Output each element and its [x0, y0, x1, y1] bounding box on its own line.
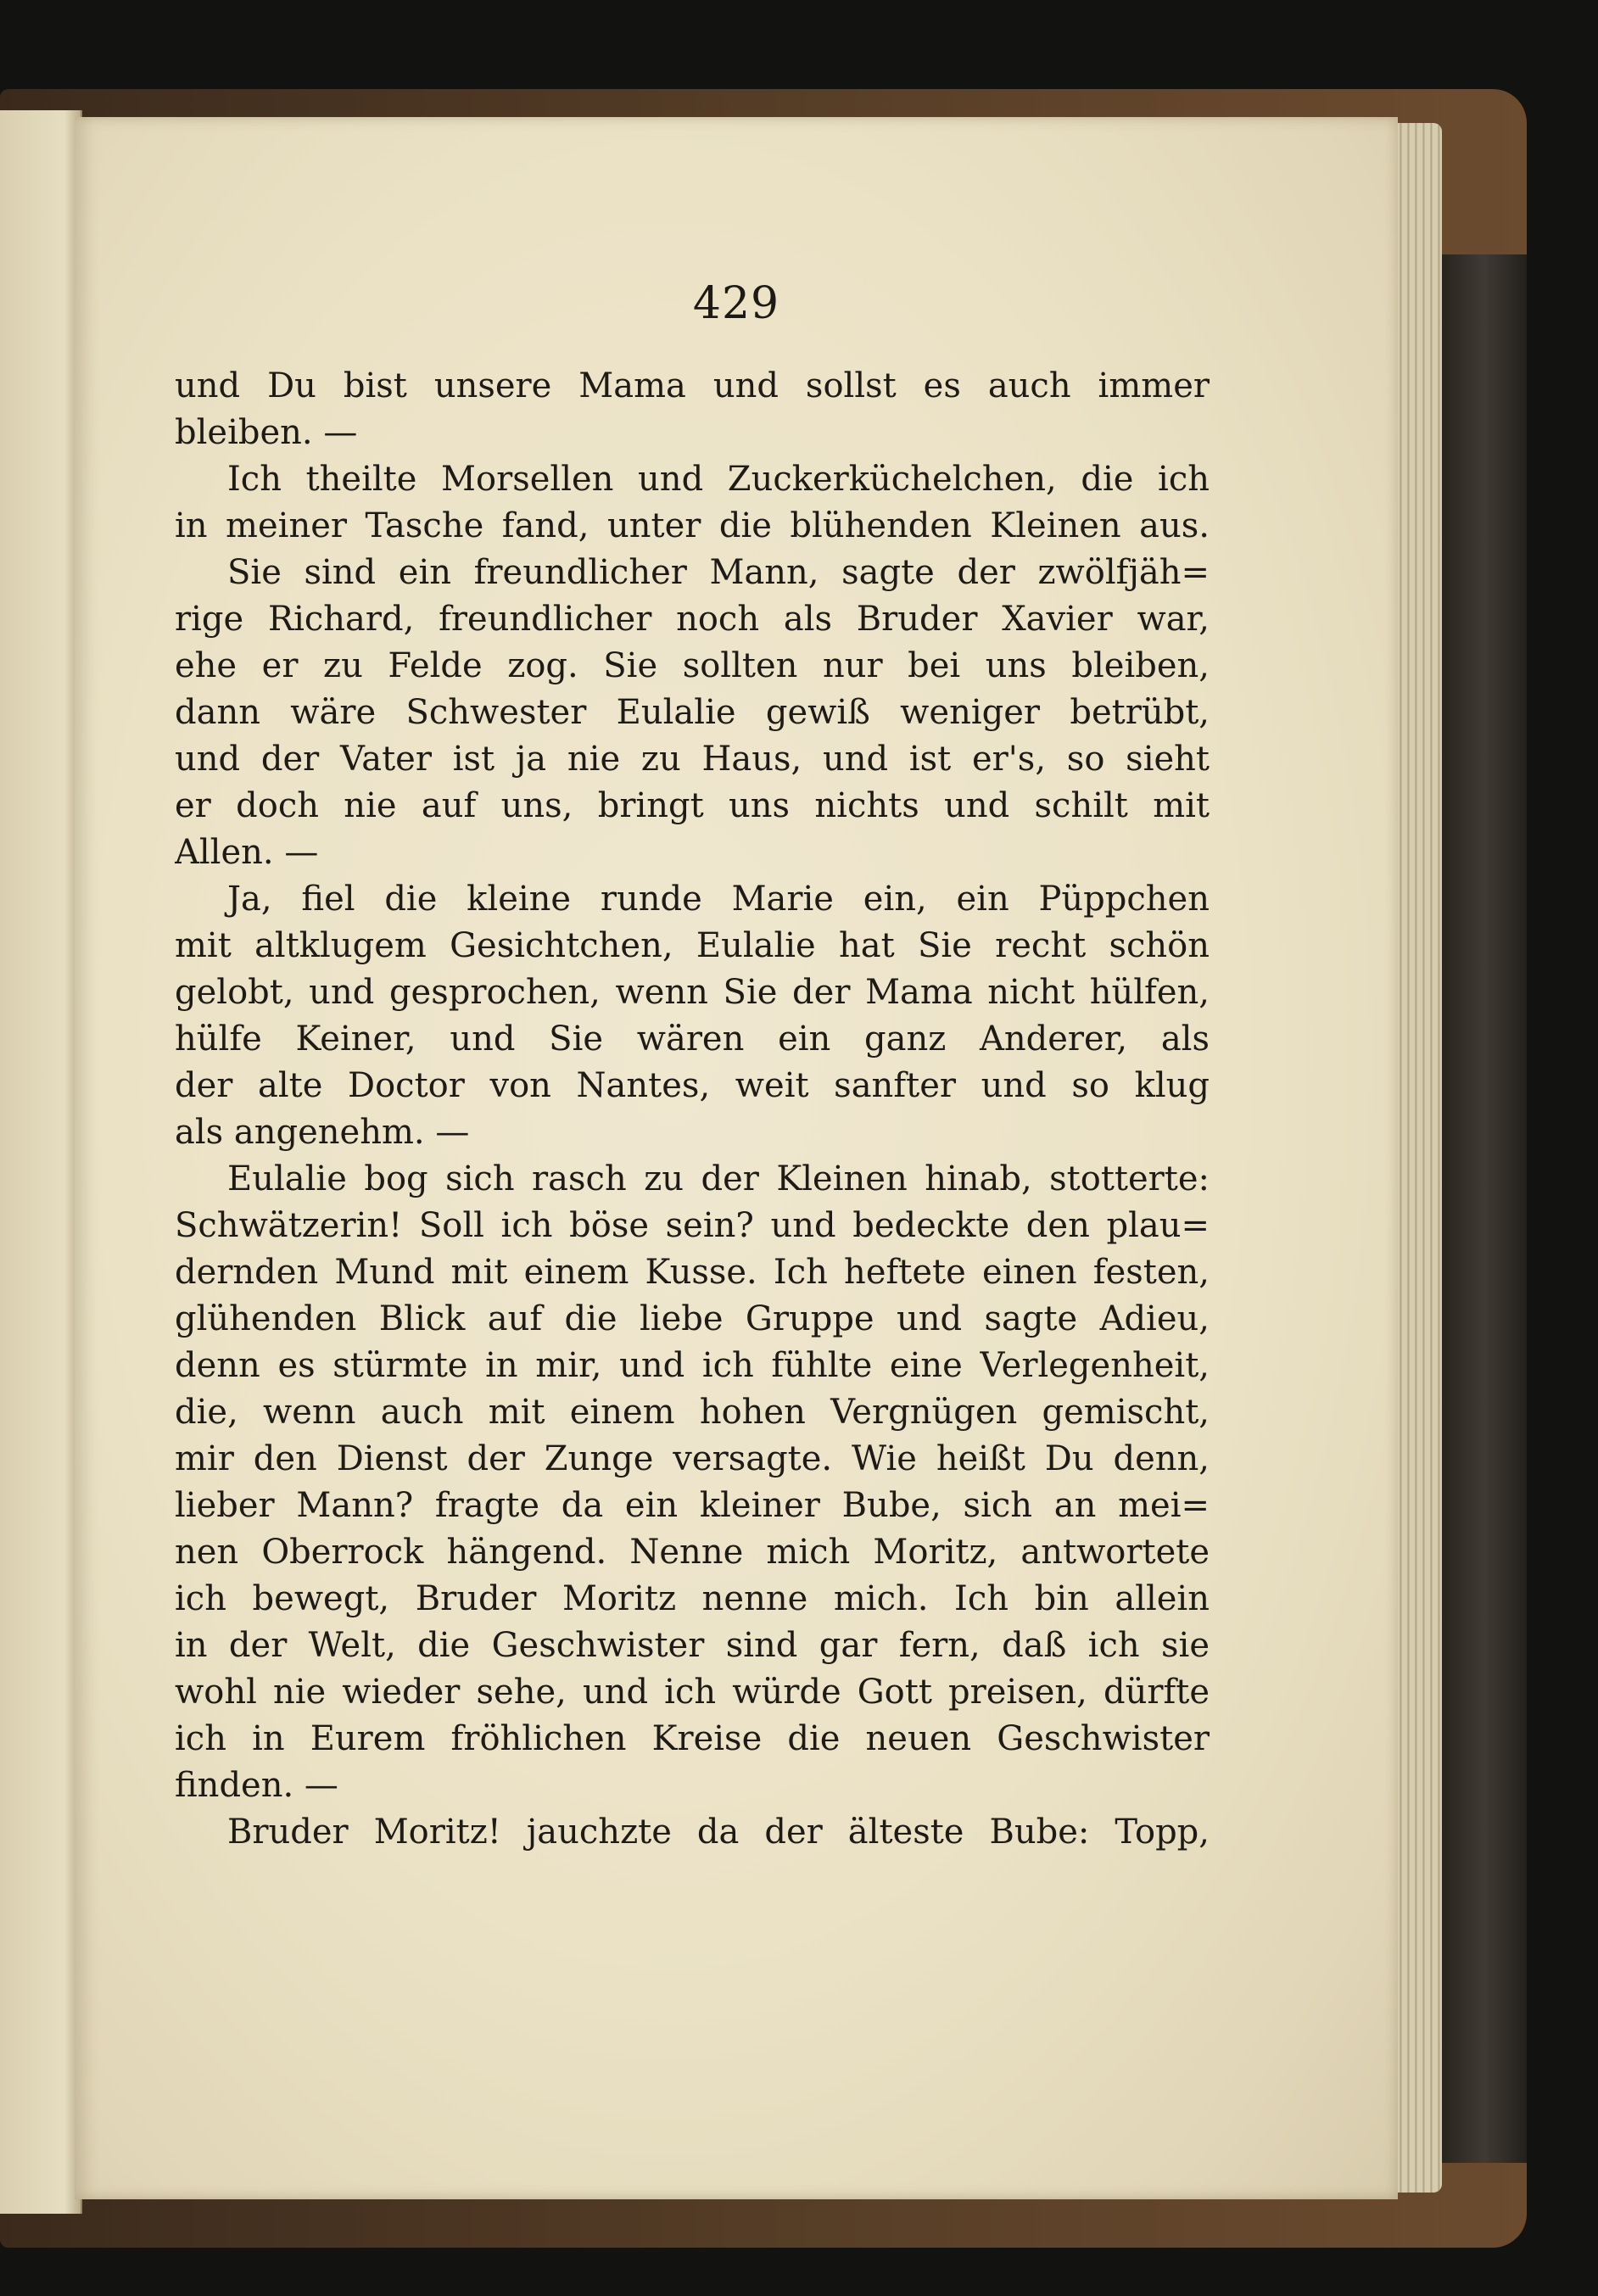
page-number: 429	[692, 278, 780, 329]
text-line: mir den Dienst der Zunge versagte. Wie heißt Du denn,	[175, 1439, 1210, 1478]
text-line: und Du bist unsere Mama und sollst es auch immer	[175, 366, 1210, 405]
page-text	[175, 363, 1210, 1856]
text-line: in der Welt, die Geschwister sind gar fern, daß ich sie	[175, 1626, 1210, 1665]
text-line: denn es stürmte in mir, und ich fühlte eine Verlegenheit,	[175, 1346, 1210, 1385]
text-line: finden. —	[175, 1766, 338, 1805]
text-line: er doch nie auf uns, bringt uns nichts und schilt mit	[175, 786, 1210, 825]
text-line: dann wäre Schwester Eulalie gewiß weniger betrübt,	[175, 693, 1210, 732]
text-line: ich bewegt, Bruder Moritz nenne mich. Ich bin allein	[175, 1579, 1210, 1618]
text-line: Allen. —	[175, 833, 319, 872]
text-line: Ja, fiel die kleine runde Marie ein, ein Püppchen	[227, 880, 1210, 919]
text-line: Eulalie bog sich rasch zu der Kleinen hinab, stotterte:	[227, 1159, 1210, 1198]
text-line: wohl nie wieder sehe, und ich würde Gott preisen, dürfte	[175, 1673, 1210, 1712]
text-line: in meiner Tasche fand, unter die blühenden Kleinen aus.	[175, 506, 1210, 545]
text-line: rige Richard, freundlicher noch als Bruder Xavier war,	[175, 600, 1210, 639]
text-line: dernden Mund mit einem Kusse. Ich heftete einen festen,	[175, 1253, 1210, 1292]
left-page-edge	[0, 110, 82, 2214]
text-line: ich in Eurem fröhlichen Kreise die neuen Geschwister	[175, 1719, 1210, 1758]
text-line: nen Oberrock hängend. Nenne mich Moritz, antwortete	[175, 1533, 1210, 1572]
text-line: hülfe Keiner, und Sie wären ein ganz Anderer, als	[175, 1020, 1210, 1059]
text-line: mit altklugem Gesichtchen, Eulalie hat Sie recht schön	[175, 926, 1210, 965]
text-line: als angenehm. —	[175, 1113, 470, 1152]
text-line: bleiben. —	[175, 413, 358, 452]
text-line: und der Vater ist ja nie zu Haus, und ist er's, so sieht	[175, 740, 1210, 779]
book-page	[75, 117, 1398, 2199]
text-line: Bruder Moritz! jauchzte da der älteste Bube: Topp,	[227, 1813, 1210, 1852]
text-line: Sie sind ein freundlicher Mann, sagte der zwölfjäh=	[227, 553, 1210, 592]
text-line: die, wenn auch mit einem hohen Vergnügen gemischt,	[175, 1393, 1210, 1432]
text-line: ehe er zu Felde zog. Sie sollten nur bei uns bleiben,	[175, 646, 1210, 685]
text-line: gelobt, und gesprochen, wenn Sie der Mama nicht hülfen,	[175, 973, 1210, 1012]
text-line: der alte Doctor von Nantes, weit sanfter und so klug	[175, 1066, 1210, 1105]
text-line: glühenden Blick auf die liebe Gruppe und sagte Adieu,	[175, 1299, 1210, 1338]
text-line: Schwätzerin! Soll ich böse sein? und bedeckte den plau=	[175, 1206, 1210, 1245]
text-line: Ich theilte Morsellen und Zuckerküchelchen, die ich	[227, 460, 1210, 499]
text-line: lieber Mann? fragte da ein kleiner Bube, sich an mei=	[175, 1486, 1210, 1525]
book-spine-edge	[1442, 254, 1527, 2163]
